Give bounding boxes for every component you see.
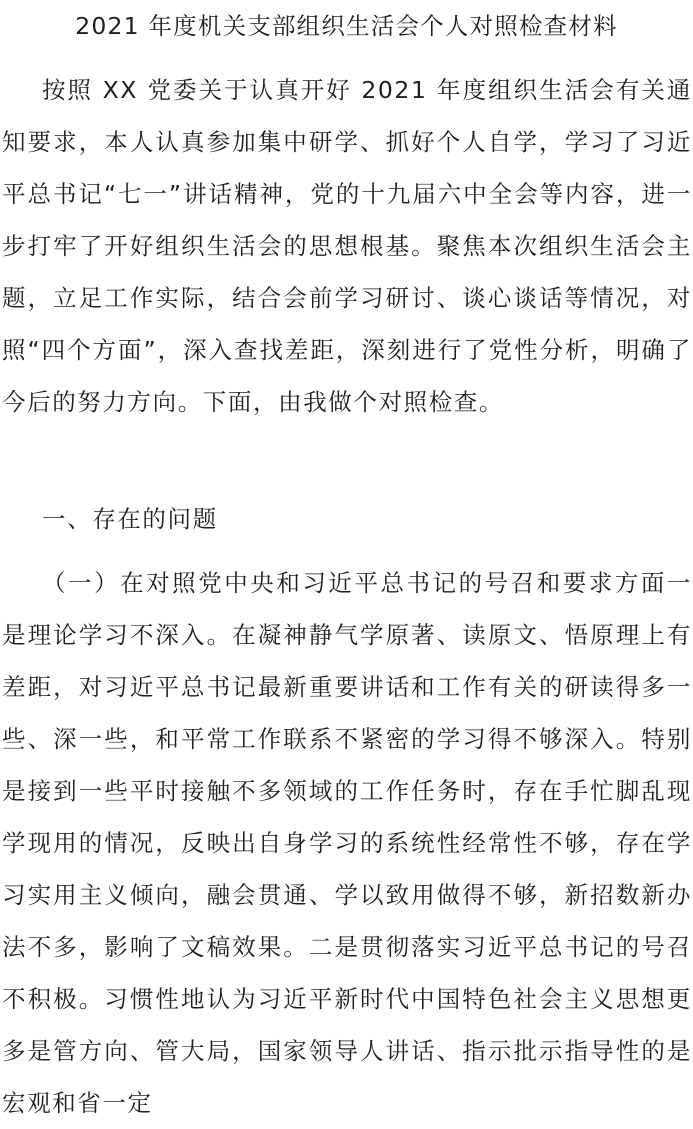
section-heading-problems: 一、存在的问题 <box>42 505 218 533</box>
document-title: 2021 年度机关支部组织生活会个人对照检查材料 <box>75 12 618 40</box>
subsection-paragraph-1: （一）在对照党中央和习近平总书记的号召和要求方面一是理论学习不深入。在凝神静气学原著、读原文、悟原理上有差距，对习近平总书记最新重要讲话和工作有关的研读得多一些、深一些，和平常工作联系不紧密的学习得不够深入。特别是接到一些平时接触不多领域的工作任务时，存在手忙脚乱现学现用的情况，反映出自身学习的系统性经常性不够，存在学习实用主义倾向，融会贯通、学以致用做得不够，新招数新办法不多，影响了文稿效果。二是贯彻落实习近平总书记的号召不积极。习惯性地认为习近平新时代中国特色社会主义思想更多是管方向、管大局，国家领导人讲话、指示批示指导性的是宏观和省一定 <box>2 569 692 1117</box>
intro-paragraph: 按照 XX 党委关于认真开好 2021 年度组织生活会有关通知要求，本人认真参加集中研学、抓好个人自学，学习了习近平总书记“七一”讲话精神，党的十九届六中全会等内容，进一步打牢了开好组织生活会的思想根基。聚焦本次组织生活会主题，立足工作实际，结合会前学习研讨、谈心谈话等情况，对照“四个方面”，深入查找差距，深刻进行了党性分析，明确了今后的努力方向。下面，由我做个对照检查。 <box>2 76 692 416</box>
